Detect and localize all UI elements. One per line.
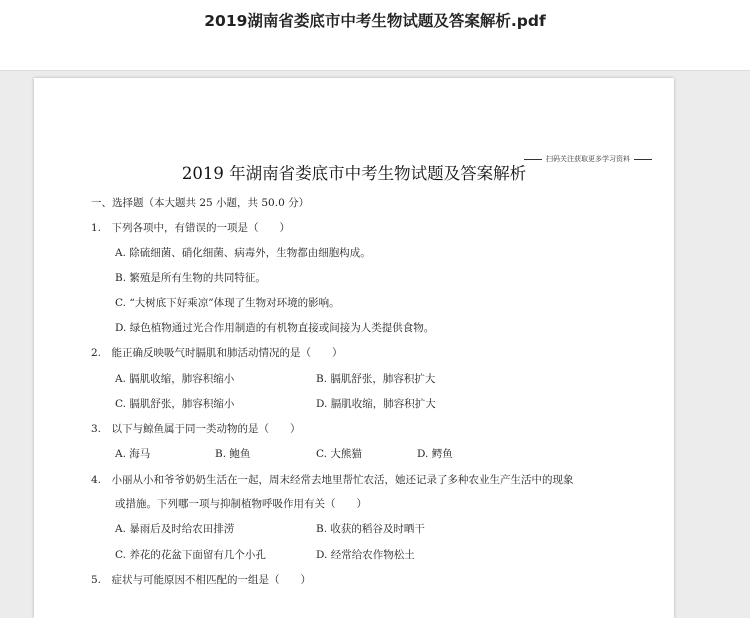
file-title: 2019湖南省娄底市中考生物试题及答案解析.pdf [204, 12, 546, 30]
question-3-stem: 3. 以下与鲸鱼属于同一类动物的是（ ） [91, 423, 301, 435]
document-title: 2019 年湖南省娄底市中考生物试题及答案解析 [181, 164, 527, 183]
question-2-stem: 2. 能正确反映吸气时膈肌和肺活动情况的是（ ） [91, 347, 343, 359]
question-2-option-a: A. 膈肌收缩，肺容积缩小 [115, 373, 235, 385]
question-3-option-a: A. 海马 [115, 448, 151, 460]
viewer-header [0, 0, 750, 71]
question-3-option-c: C. 大熊猫 [316, 448, 362, 460]
question-4-option-c: C. 养花的花盆下面留有几个小孔 [115, 549, 266, 561]
promo-text: 扫码关注获取更多学习资料 [546, 155, 630, 163]
question-3-option-b: B. 鲍鱼 [215, 448, 251, 460]
question-2-option-c: C. 膈肌舒张，肺容积缩小 [115, 398, 235, 410]
question-2-option-d: D. 膈肌收缩，肺容积扩大 [316, 398, 436, 410]
question-1-stem: 1. 下列各项中，有错误的一项是（ ） [91, 222, 291, 234]
question-4-option-d: D. 经常给农作物松土 [316, 549, 415, 561]
pdf-page [34, 78, 674, 618]
question-5-stem: 5. 症状与可能原因不相匹配的一组是（ ） [91, 574, 312, 586]
question-3-option-d: D. 鳄鱼 [417, 448, 453, 460]
question-1-option-c: C. “大树底下好乘凉”体现了生物对环境的影响。 [115, 297, 340, 309]
section-heading: 一、选择题（本大题共 25 小题，共 50.0 分） [91, 197, 310, 209]
question-4-stem-line-1: 4. 小丽从小和爷爷奶奶生活在一起，周末经常去地里帮忙农活，她还记录了多种农业生产生活中的现象 [91, 474, 574, 486]
question-1-option-b: B. 繁殖是所有生物的共同特征。 [115, 272, 266, 284]
question-2-option-b: B. 膈肌舒张，肺容积扩大 [316, 373, 436, 385]
question-4-option-b: B. 收获的稻谷及时晒干 [316, 523, 425, 535]
question-1-option-a: A. 除硫细菌、硝化细菌、病毒外，生物都由细胞构成。 [115, 247, 371, 259]
question-1-option-d: D. 绿色植物通过光合作用制造的有机物直接或间接为人类提供食物。 [115, 322, 435, 334]
question-4-option-a: A. 暴雨后及时给农田排涝 [115, 523, 235, 535]
question-4-stem-line-2: 或措施。下列哪一项与抑制植物呼吸作用有关（ ） [115, 498, 367, 510]
